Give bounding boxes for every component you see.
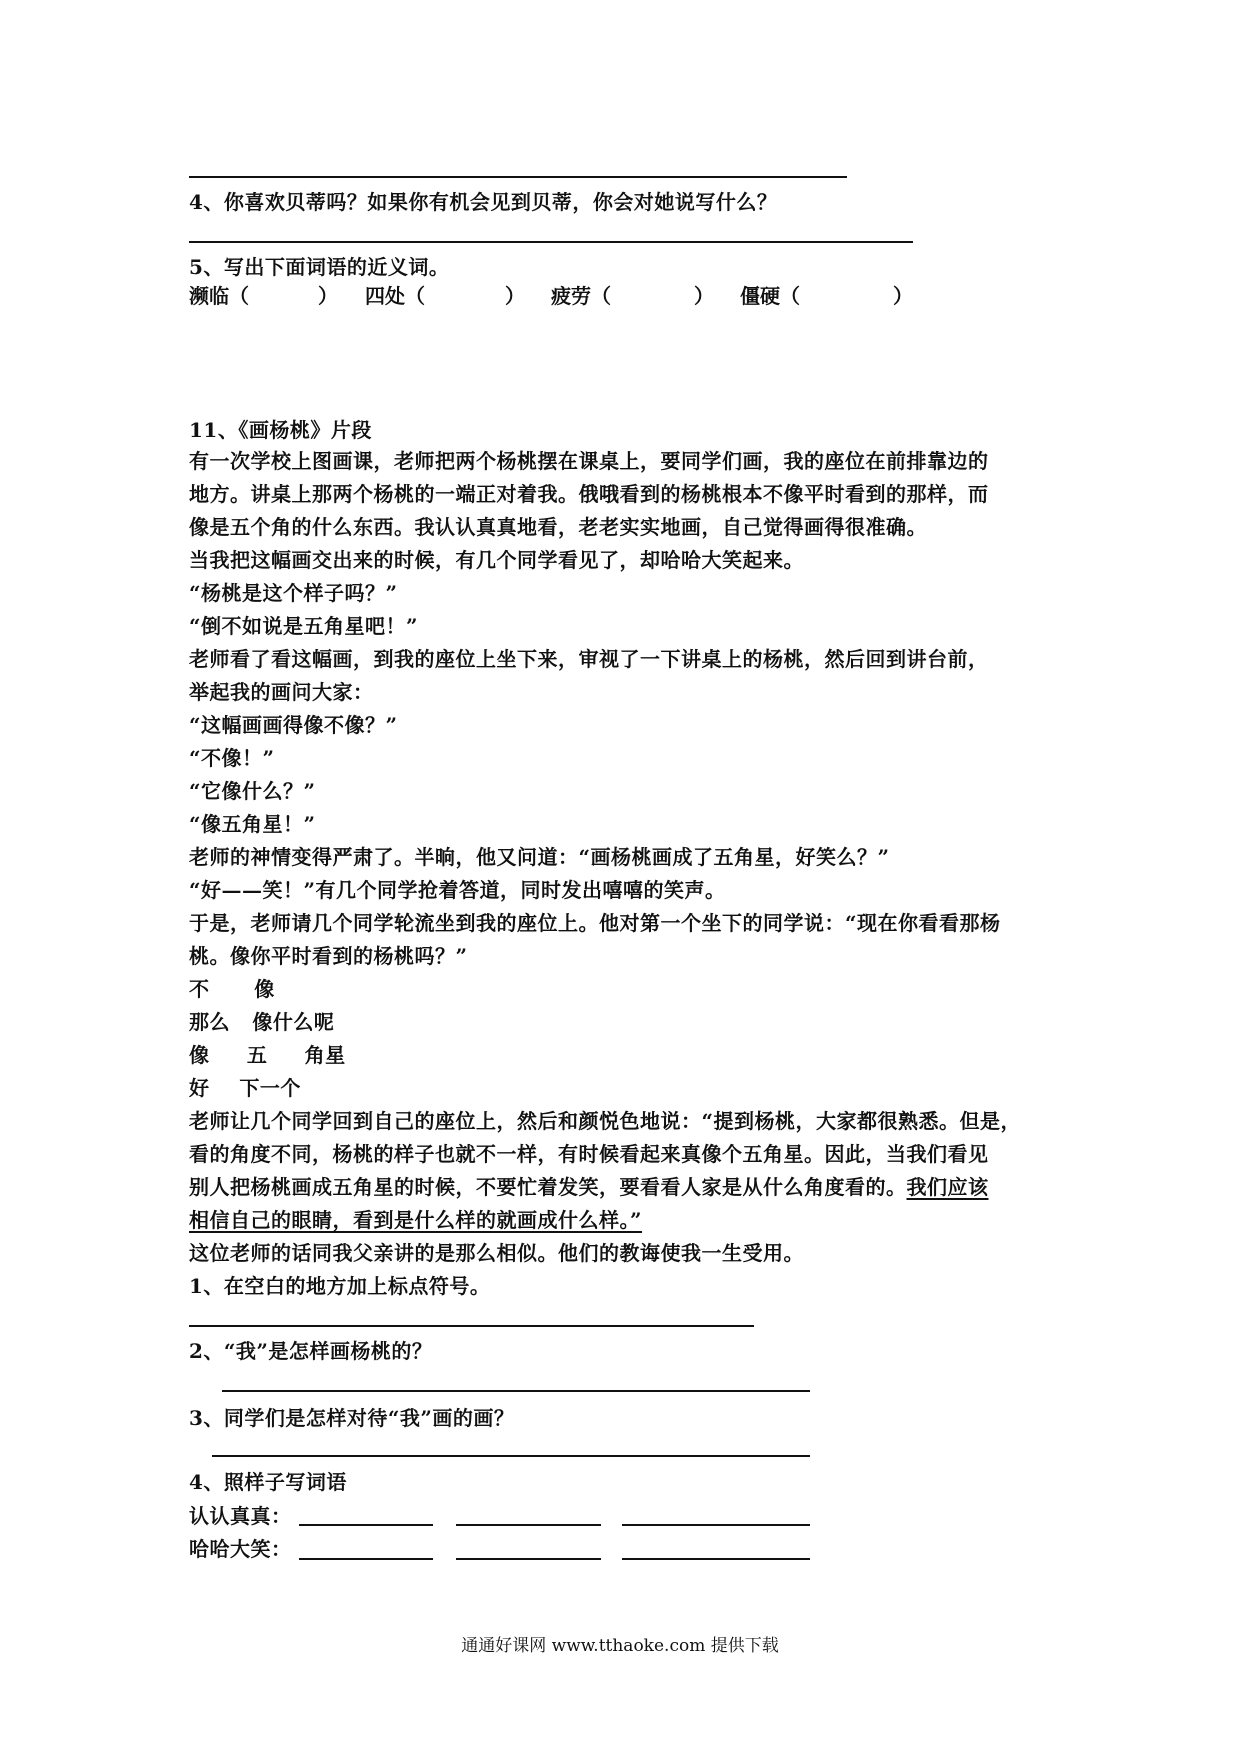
answer-line [189,1325,754,1327]
example-word-1: 认认真真： [189,1504,292,1528]
passage-line: 有一次学校上图画课，老师把两个杨桃摆在课桌上，要同学们画，我的座位在前排靠边的 [189,449,989,473]
question-4: 4、照样子写词语 [189,1470,347,1494]
passage-line: “像五角星！” [189,812,316,836]
passage-line: 举起我的画问大家： [189,680,374,704]
passage-line: 这位老师的话同我父亲讲的是那么相似。他们的教诲使我一生受用。 [189,1241,804,1265]
passage-line: 桃。像你平时看到的杨桃吗？” [189,944,468,968]
answer-blank [456,1558,601,1560]
passage-line: 于是，老师请几个同学轮流坐到我的座位上。他对第一个坐下的同学说：“现在你看看那杨 [189,911,1001,935]
section-title: 11、《画杨桃》片段 [189,418,372,442]
passage-line: 老师的神情变得严肃了。半晌，他又问道：“画杨桃画成了五角星，好笑么？” [189,845,890,869]
synonym-3: 疲劳（ [551,284,611,308]
answer-line [189,176,847,178]
answer-line [222,1390,810,1392]
answer-blank [299,1524,433,1526]
passage-line: “好——笑！”有几个同学抢着答道，同时发出嘻嘻的笑声。 [189,878,726,902]
synonym-2-close: ） [505,284,525,308]
answer-blank [622,1524,810,1526]
footer-credit: 通通好课网 www.tthaoke.com 提供下载 [461,1636,779,1656]
answer-line [189,241,913,243]
answer-line [212,1455,810,1457]
passage-line: 老师让几个同学回到自己的座位上，然后和颜悦色地说：“提到杨桃，大家都很熟悉。但是， [189,1109,1022,1133]
synonym-1: 濒临（ [189,284,249,308]
passage-line: “杨桃是这个样子吗？” [189,581,398,605]
passage-line: 那么 像什么呢 [189,1010,335,1034]
synonym-3-close: ） [694,284,714,308]
question-5-prev: 5、写出下面词语的近义词。 [189,255,450,279]
synonym-4-close: ） [893,284,913,308]
passage-line: 不 像 [189,977,275,1001]
question-2: 2、“我”是怎样画杨桃的？ [189,1339,433,1363]
passage-line: “不像！” [189,746,275,770]
passage-line: “它像什么？” [189,779,316,803]
answer-blank [622,1558,810,1560]
question-1: 1、在空白的地方加上标点符号。 [189,1274,491,1298]
passage-line: 看的角度不同，杨桃的样子也就不一样，有时候看起来真像个五角星。因此，当我们看见 [189,1142,989,1166]
question-3: 3、同学们是怎样对待“我”画的画？ [189,1406,515,1430]
example-row-2 [189,1533,292,1565]
underlined-text: 相信自己的眼睛，看到是什么样的就画成什么样。” [189,1208,643,1232]
answer-blank [456,1524,601,1526]
passage-text: 别人把杨桃画成五角星的时候，不要忙着发笑，要看看人家是从什么角度看的。 [189,1175,907,1199]
example-row-1 [189,1500,292,1532]
passage-line: “这幅画画得像不像？” [189,713,398,737]
passage-line [189,1171,989,1203]
passage-line [189,1204,642,1236]
example-word-2: 哈哈大笑： [189,1537,292,1561]
passage-line: 好 下一个 [189,1076,301,1100]
synonym-2: 四处（ [365,284,425,308]
underlined-text: 我们应该 [906,1175,989,1199]
passage-line: 当我把这幅画交出来的时候，有几个同学看见了，却哈哈大笑起来。 [189,548,804,572]
passage-line: “倒不如说是五角星吧！” [189,614,419,638]
synonym-1-close: ） [318,284,338,308]
synonym-4: 僵硬（ [740,284,800,308]
passage-line: 像 五 角星 [189,1043,346,1067]
answer-blank [299,1558,433,1560]
passage-line: 老师看了看这幅画，到我的座位上坐下来，审视了一下讲桌上的杨桃，然后回到讲台前， [189,647,989,671]
question-4-prev: 4、你喜欢贝蒂吗？如果你有机会见到贝蒂，你会对她说写什么？ [189,190,778,214]
passage-line: 地方。讲桌上那两个杨桃的一端正对着我。俄哦看到的杨桃根本不像平时看到的那样，而 [189,482,989,506]
passage-line: 像是五个角的什么东西。我认认真真地看，老老实实地画，自己觉得画得很准确。 [189,515,927,539]
